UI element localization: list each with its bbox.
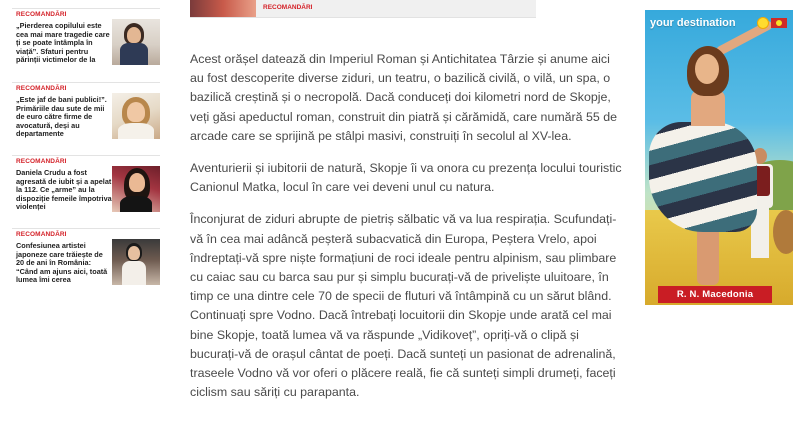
- recommended-thumbnail[interactable]: [190, 0, 256, 17]
- recommended-thumbnail[interactable]: [112, 166, 160, 212]
- recommended-title-link[interactable]: „Este jaf de bani publici!”. Primăriile dau sute de mii de euro către firme de avocatură, deși au departamente: [16, 95, 107, 139]
- recommended-thumbnail[interactable]: [112, 93, 160, 139]
- recommended-label: RECOMANDĂRI: [16, 11, 67, 18]
- macedonia-tourism-ad[interactable]: [645, 10, 793, 305]
- recommended-label: RECOMANDĂRI: [16, 231, 67, 238]
- recommended-title-link[interactable]: Confesiunea artistei japoneze care trăiește de 20 de ani în România: “Când am ajuns aici, toată lumea îmi cerea: [16, 241, 108, 285]
- sun-smile-icon: [757, 17, 769, 29]
- macedonia-flag-icon: [771, 18, 787, 28]
- recommended-title-link[interactable]: „Pierderea copilului este cea mai mare tragedie care ți se poate întâmpla în viață”. Sfaturi pentru părinții victimelor de la: [16, 21, 110, 65]
- recommended-thumbnail[interactable]: [112, 239, 160, 285]
- recommended-item[interactable]: [12, 82, 160, 141]
- recommended-label: RECOMANDĂRI: [16, 85, 67, 92]
- recommended-thumbnail[interactable]: [112, 19, 160, 65]
- article-paragraph: Aventurierii și iubitorii de natură, Skopje îi va onora cu prezența locului touristic Canionul Matka, locul în care vei deveni unul cu natura.: [190, 161, 622, 195]
- ad-headline: your destination: [650, 17, 736, 29]
- article-body: [190, 50, 622, 415]
- recommended-label: RECOMANDĂRI: [263, 4, 313, 11]
- recommended-item[interactable]: [12, 155, 160, 214]
- top-recommended-strip[interactable]: [190, 0, 536, 18]
- ad-woman-face: [695, 54, 719, 84]
- article-paragraph: Înconjurat de ziduri abrupte de pietriș sălbatic vă va lua respirația. Scufundați-vă în cea mai adâncă peșteră subacvatică din Europa, Peștera Vrelo, apoi îndreptați-vă spre niște formațiuni de roci ideale pentru alpinism, sau plimbare cu caiac sau cu barca sau pur și simplu bucurați-vă de priveliște uluitoare, în timp ce una dintre cele 70 de specii de fluturi vă întâmpină cu un sărut blând. Continuați spre Vodno. Dacă întrebați locuitorii din Skopje unde arată cel mai bine Skopje, toată lumea vă va răspunde „Vidikoveț”, opriți-vă o clipă și bucurați-vă de orașul cântat de poeți. Dacă sunteți un pasionat de adrenalină, traseele Vodno vă vor oferi o plăcere reală, fie că sunteți simpli drumeți, faceți ciclism sau săriți cu parapanta.: [190, 212, 617, 400]
- article-paragraph: Acest orășel datează din Imperiul Roman și Antichitatea Târzie și anume aici au fost descoperite diverse ziduri, un teatru, o bazilică civilă, o vilă, un spa, o bazilică creștină și o necropolă. Dacă conduceți doi kilometri nord de Skopje, veți găsi apeductul roman, construit din piatră și cărămidă, care numără 55 de arcade care se sprijină pe stâlpi masivi, construiți în secolul al XV-lea.: [190, 52, 618, 143]
- recommended-item[interactable]: [12, 228, 160, 287]
- recommended-label: RECOMANDĂRI: [16, 158, 67, 165]
- ad-country-banner[interactable]: R. N. Macedonia: [658, 286, 772, 303]
- recommended-title-link[interactable]: Daniela Crudu a fost agresată de iubit și a apelat la 112. Ce „arme” au la dispoziție femeile împotriva violenței: [16, 168, 112, 212]
- ad-drum-graphic: [773, 210, 793, 254]
- recommended-item[interactable]: [12, 8, 160, 67]
- ad-woman-dress: [649, 122, 757, 232]
